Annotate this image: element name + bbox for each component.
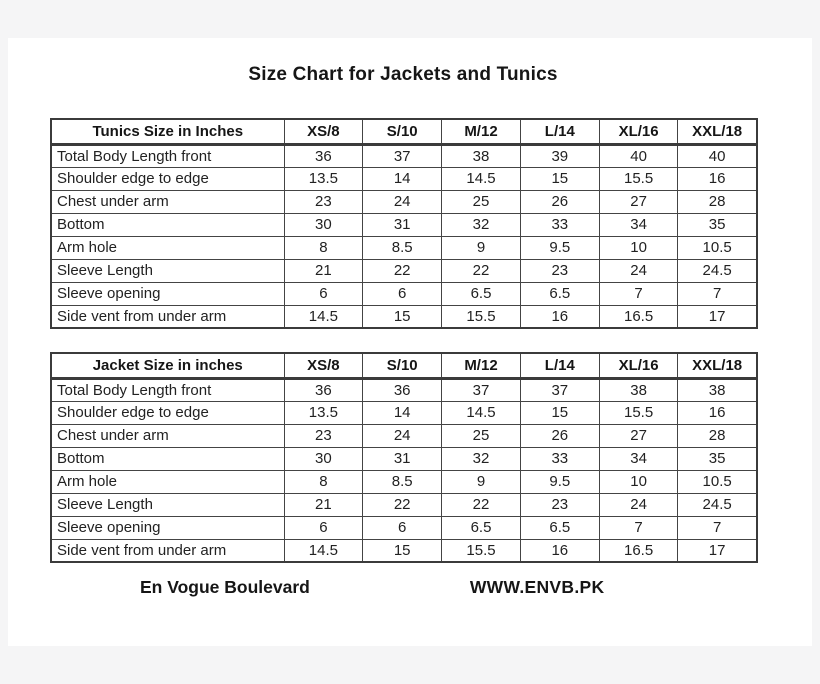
table-row xyxy=(51,424,757,447)
size-column-header: M/12 xyxy=(442,353,521,378)
table-row xyxy=(51,282,757,305)
measurement-label: Shoulder edge to edge xyxy=(51,167,284,190)
table-row xyxy=(51,236,757,259)
size-value: 15 xyxy=(520,401,599,424)
size-value: 32 xyxy=(442,447,521,470)
size-column-header: L/14 xyxy=(520,353,599,378)
table-row xyxy=(51,144,757,167)
size-value: 23 xyxy=(520,493,599,516)
size-column-header: XS/8 xyxy=(284,353,363,378)
size-value: 23 xyxy=(284,424,363,447)
size-value: 14 xyxy=(363,167,442,190)
size-value: 24 xyxy=(363,424,442,447)
size-value: 30 xyxy=(284,447,363,470)
measurement-label: Sleeve Length xyxy=(51,259,284,282)
website-url: WWW.ENVB.PK xyxy=(469,577,605,597)
size-value: 9 xyxy=(442,236,521,259)
size-value: 6.5 xyxy=(442,516,521,539)
size-value: 38 xyxy=(678,378,757,401)
size-value: 38 xyxy=(599,378,678,401)
size-value: 13.5 xyxy=(284,401,363,424)
jacket-table-title: Jacket Size in inches xyxy=(51,353,284,378)
size-column-header: M/12 xyxy=(442,119,521,144)
size-value: 15.5 xyxy=(442,305,521,328)
table-row xyxy=(51,259,757,282)
size-value: 24.5 xyxy=(678,259,757,282)
size-value: 39 xyxy=(520,144,599,167)
size-value: 24 xyxy=(363,190,442,213)
size-value: 24.5 xyxy=(678,493,757,516)
measurement-label: Side vent from under arm xyxy=(51,539,284,562)
size-value: 7 xyxy=(599,516,678,539)
size-column-header: S/10 xyxy=(363,119,442,144)
size-value: 15 xyxy=(520,167,599,190)
size-value: 7 xyxy=(678,282,757,305)
size-value: 6 xyxy=(363,516,442,539)
size-value: 14.5 xyxy=(284,539,363,562)
size-column-header: XS/8 xyxy=(284,119,363,144)
size-value: 28 xyxy=(678,424,757,447)
tunics-table-title: Tunics Size in Inches xyxy=(51,119,284,144)
size-value: 22 xyxy=(442,493,521,516)
measurement-label: Shoulder edge to edge xyxy=(51,401,284,424)
size-column-header: XL/16 xyxy=(599,119,678,144)
size-value: 31 xyxy=(363,213,442,236)
tunics-header-row xyxy=(51,119,757,144)
size-column-header: S/10 xyxy=(363,353,442,378)
size-value: 10.5 xyxy=(678,236,757,259)
table-row xyxy=(51,516,757,539)
size-value: 22 xyxy=(363,259,442,282)
size-value: 6 xyxy=(363,282,442,305)
table-row xyxy=(51,447,757,470)
table-row xyxy=(51,378,757,401)
size-value: 10.5 xyxy=(678,470,757,493)
size-value: 25 xyxy=(442,190,521,213)
measurement-label: Arm hole xyxy=(51,470,284,493)
size-value: 14.5 xyxy=(442,167,521,190)
size-value: 15 xyxy=(363,539,442,562)
measurement-label: Sleeve Length xyxy=(51,493,284,516)
size-column-header: XXL/18 xyxy=(678,353,757,378)
size-value: 24 xyxy=(599,259,678,282)
measurement-label: Total Body Length front xyxy=(51,144,284,167)
size-value: 25 xyxy=(442,424,521,447)
measurement-label: Sleeve opening xyxy=(51,282,284,305)
size-value: 36 xyxy=(284,378,363,401)
size-value: 23 xyxy=(284,190,363,213)
size-value: 16 xyxy=(678,401,757,424)
table-row xyxy=(51,470,757,493)
size-value: 16 xyxy=(520,305,599,328)
size-value: 9.5 xyxy=(520,470,599,493)
table-row xyxy=(51,213,757,236)
size-value: 17 xyxy=(678,305,757,328)
size-value: 15.5 xyxy=(442,539,521,562)
tunics-size-table xyxy=(50,118,758,329)
size-value: 8 xyxy=(284,236,363,259)
size-value: 33 xyxy=(520,447,599,470)
measurement-label: Bottom xyxy=(51,213,284,236)
size-value: 16 xyxy=(678,167,757,190)
size-value: 14.5 xyxy=(442,401,521,424)
size-value: 35 xyxy=(678,447,757,470)
size-value: 37 xyxy=(442,378,521,401)
table-row xyxy=(51,167,757,190)
size-value: 14.5 xyxy=(284,305,363,328)
size-value: 31 xyxy=(363,447,442,470)
footer xyxy=(50,577,756,598)
size-value: 13.5 xyxy=(284,167,363,190)
table-row xyxy=(51,190,757,213)
size-value: 28 xyxy=(678,190,757,213)
size-value: 10 xyxy=(599,470,678,493)
size-value: 6 xyxy=(284,282,363,305)
size-value: 22 xyxy=(442,259,521,282)
size-value: 9 xyxy=(442,470,521,493)
measurement-label: Bottom xyxy=(51,447,284,470)
size-column-header: XL/16 xyxy=(599,353,678,378)
measurement-label: Chest under arm xyxy=(51,424,284,447)
size-value: 9.5 xyxy=(520,236,599,259)
measurement-label: Total Body Length front xyxy=(51,378,284,401)
size-value: 37 xyxy=(520,378,599,401)
size-value: 6 xyxy=(284,516,363,539)
size-value: 15.5 xyxy=(599,401,678,424)
size-value: 23 xyxy=(520,259,599,282)
size-value: 36 xyxy=(284,144,363,167)
size-value: 40 xyxy=(599,144,678,167)
table-row xyxy=(51,401,757,424)
measurement-label: Chest under arm xyxy=(51,190,284,213)
table-row xyxy=(51,493,757,516)
jacket-header-row xyxy=(51,353,757,378)
measurement-label: Side vent from under arm xyxy=(51,305,284,328)
size-value: 36 xyxy=(363,378,442,401)
page-title: Size Chart for Jackets and Tunics xyxy=(248,64,558,85)
size-value: 26 xyxy=(520,424,599,447)
brand-name: En Vogue Boulevard xyxy=(140,577,310,597)
size-value: 6.5 xyxy=(520,282,599,305)
size-value: 34 xyxy=(599,213,678,236)
jacket-size-table xyxy=(50,352,758,563)
size-value: 7 xyxy=(599,282,678,305)
size-value: 15.5 xyxy=(599,167,678,190)
size-value: 33 xyxy=(520,213,599,236)
size-value: 16.5 xyxy=(599,305,678,328)
size-value: 7 xyxy=(678,516,757,539)
size-value: 6.5 xyxy=(442,282,521,305)
size-value: 17 xyxy=(678,539,757,562)
table-row xyxy=(51,305,757,328)
size-value: 10 xyxy=(599,236,678,259)
size-value: 35 xyxy=(678,213,757,236)
size-value: 8.5 xyxy=(363,470,442,493)
size-value: 32 xyxy=(442,213,521,236)
size-value: 21 xyxy=(284,493,363,516)
size-value: 26 xyxy=(520,190,599,213)
size-value: 15 xyxy=(363,305,442,328)
document-page xyxy=(8,38,812,646)
size-value: 30 xyxy=(284,213,363,236)
size-value: 16.5 xyxy=(599,539,678,562)
measurement-label: Sleeve opening xyxy=(51,516,284,539)
size-value: 27 xyxy=(599,190,678,213)
size-value: 16 xyxy=(520,539,599,562)
size-column-header: XXL/18 xyxy=(678,119,757,144)
size-value: 27 xyxy=(599,424,678,447)
size-value: 38 xyxy=(442,144,521,167)
size-value: 8.5 xyxy=(363,236,442,259)
size-value: 6.5 xyxy=(520,516,599,539)
measurement-label: Arm hole xyxy=(51,236,284,259)
size-value: 22 xyxy=(363,493,442,516)
size-value: 14 xyxy=(363,401,442,424)
size-value: 34 xyxy=(599,447,678,470)
size-value: 21 xyxy=(284,259,363,282)
size-value: 40 xyxy=(678,144,757,167)
size-value: 8 xyxy=(284,470,363,493)
table-row xyxy=(51,539,757,562)
size-column-header: L/14 xyxy=(520,119,599,144)
size-value: 37 xyxy=(363,144,442,167)
size-value: 24 xyxy=(599,493,678,516)
